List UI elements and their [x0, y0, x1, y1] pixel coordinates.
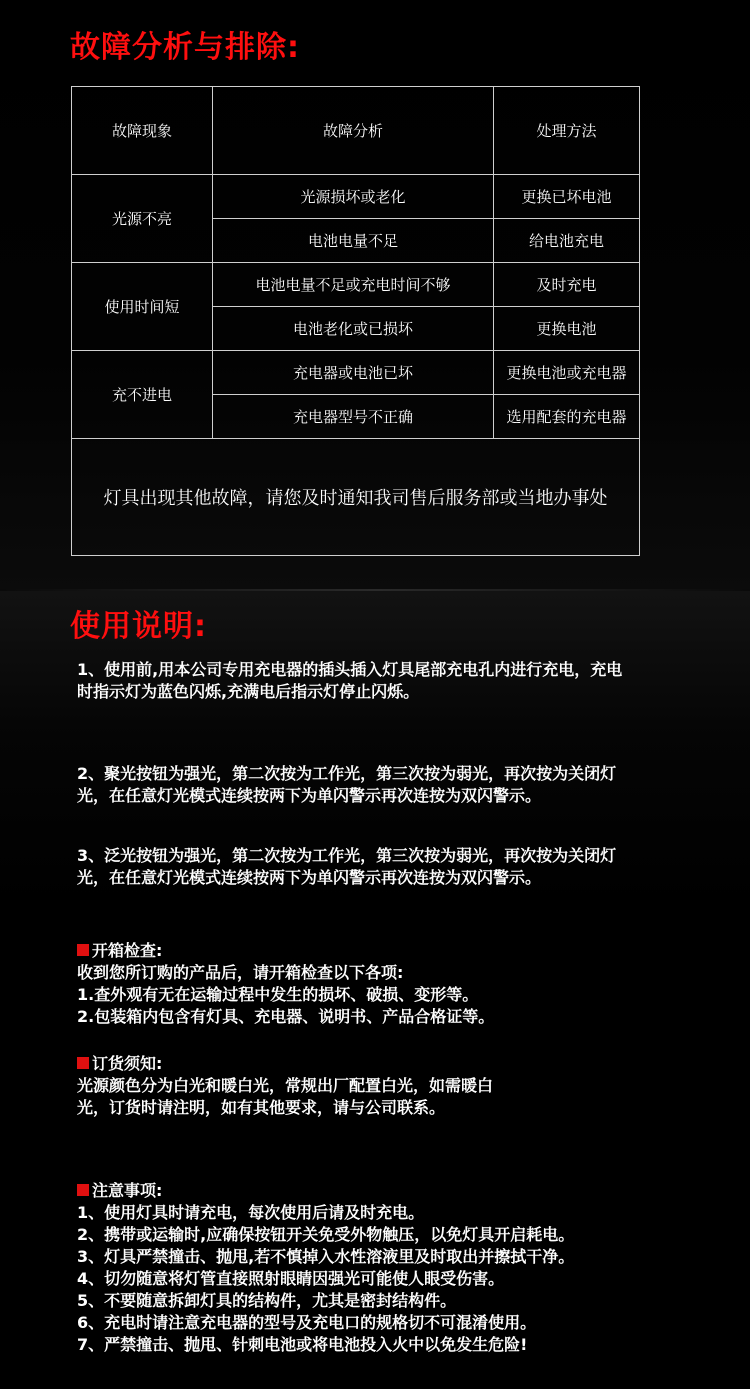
caution-line: 4、切勿随意将灯管直接照射眼睛因强光可能使人眼受伤害。 — [77, 1269, 505, 1288]
table-row — [72, 351, 640, 395]
fault-section-title: 故障分析与排除: — [70, 30, 300, 65]
cautions-title-text: 注意事项: — [92, 1181, 163, 1200]
unboxing-line: 2.包装箱内包含有灯具、充电器、说明书、产品合格证等。 — [77, 1007, 495, 1026]
cautions-block — [77, 1180, 697, 1356]
analysis-cell: 充电器型号不正确 — [213, 395, 494, 439]
table-note-row — [72, 439, 640, 556]
caution-line: 3、灯具严禁撞击、抛甩,若不慎掉入水性溶液里及时取出并擦拭干净。 — [77, 1247, 575, 1266]
analysis-cell: 电池电量不足 — [213, 219, 494, 263]
analysis-cell: 充电器或电池已坏 — [213, 351, 494, 395]
method-cell: 选用配套的充电器 — [494, 395, 640, 439]
header-analysis: 故障分析 — [213, 87, 494, 175]
method-cell: 给电池充电 — [494, 219, 640, 263]
ordering-block — [77, 1053, 697, 1119]
caution-line: 6、充电时请注意充电器的型号及充电口的规格切不可混淆使用。 — [77, 1313, 537, 1332]
table-row — [72, 263, 640, 307]
caution-line: 5、不要随意拆卸灯具的结构件，尤其是密封结构件。 — [77, 1291, 457, 1310]
instruction-2 — [77, 763, 697, 807]
method-cell: 更换电池或充电器 — [494, 351, 640, 395]
method-cell: 更换已坏电池 — [494, 175, 640, 219]
caution-line: 1、使用灯具时请充电，每次使用后请及时充电。 — [77, 1203, 425, 1222]
instruction-line: 时指示灯为蓝色闪烁,充满电后指示灯停止闪烁。 — [77, 682, 420, 701]
header-symptom: 故障现象 — [72, 87, 213, 175]
symptom-cell: 使用时间短 — [72, 263, 213, 351]
square-bullet-icon — [77, 944, 89, 956]
analysis-cell: 电池老化或已损坏 — [213, 307, 494, 351]
caution-line: 7、严禁撞击、抛甩、针刺电池或将电池投入火中以免发生危险! — [77, 1335, 528, 1354]
square-bullet-icon — [77, 1184, 89, 1196]
analysis-cell: 光源损坏或老化 — [213, 175, 494, 219]
instruction-line: 3、泛光按钮为强光，第二次按为工作光，第三次按为弱光，再次按为关闭灯 — [77, 846, 617, 865]
method-cell: 更换电池 — [494, 307, 640, 351]
ordering-title — [77, 1053, 697, 1075]
usage-section-title: 使用说明: — [70, 609, 207, 644]
table-row — [72, 175, 640, 219]
analysis-cell: 电池电量不足或充电时间不够 — [213, 263, 494, 307]
instruction-line: 2、聚光按钮为强光，第二次按为工作光，第三次按为弱光，再次按为关闭灯 — [77, 764, 617, 783]
ordering-line: 光源颜色分为白光和暖白光，常规出厂配置白光，如需暖白 — [77, 1076, 494, 1095]
instruction-line: 1、使用前,用本公司专用充电器的插头插入灯具尾部充电孔内进行充电，充电 — [77, 660, 623, 679]
unboxing-line: 收到您所订购的产品后，请开箱检查以下各项: — [77, 963, 404, 982]
square-bullet-icon — [77, 1057, 89, 1069]
caution-line: 2、携带或运输时,应确保按钮开关免受外物触压，以免灯具开启耗电。 — [77, 1225, 575, 1244]
instruction-line: 光，在任意灯光模式连续按两下为单闪警示再次连按为双闪警示。 — [77, 786, 542, 805]
cautions-title — [77, 1180, 697, 1202]
unboxing-title — [77, 940, 697, 962]
unboxing-title-text: 开箱检查: — [92, 941, 163, 960]
instruction-line: 光，在任意灯光模式连续按两下为单闪警示再次连按为双闪警示。 — [77, 868, 542, 887]
fault-table — [71, 86, 640, 556]
unboxing-line: 1.查外观有无在运输过程中发生的损坏、破损、变形等。 — [77, 985, 479, 1004]
header-method: 处理方法 — [494, 87, 640, 175]
instruction-3 — [77, 845, 697, 889]
method-cell: 及时充电 — [494, 263, 640, 307]
unboxing-block — [77, 940, 697, 1028]
table-header-row — [72, 87, 640, 175]
ordering-line: 光，订货时请注明，如有其他要求，请与公司联系。 — [77, 1098, 446, 1117]
ordering-title-text: 订货须知: — [92, 1054, 163, 1073]
symptom-cell: 充不进电 — [72, 351, 213, 439]
instruction-1 — [77, 659, 697, 703]
service-note: 灯具出现其他故障，请您及时通知我司售后服务部或当地办事处 — [72, 439, 640, 556]
symptom-cell: 光源不亮 — [72, 175, 213, 263]
